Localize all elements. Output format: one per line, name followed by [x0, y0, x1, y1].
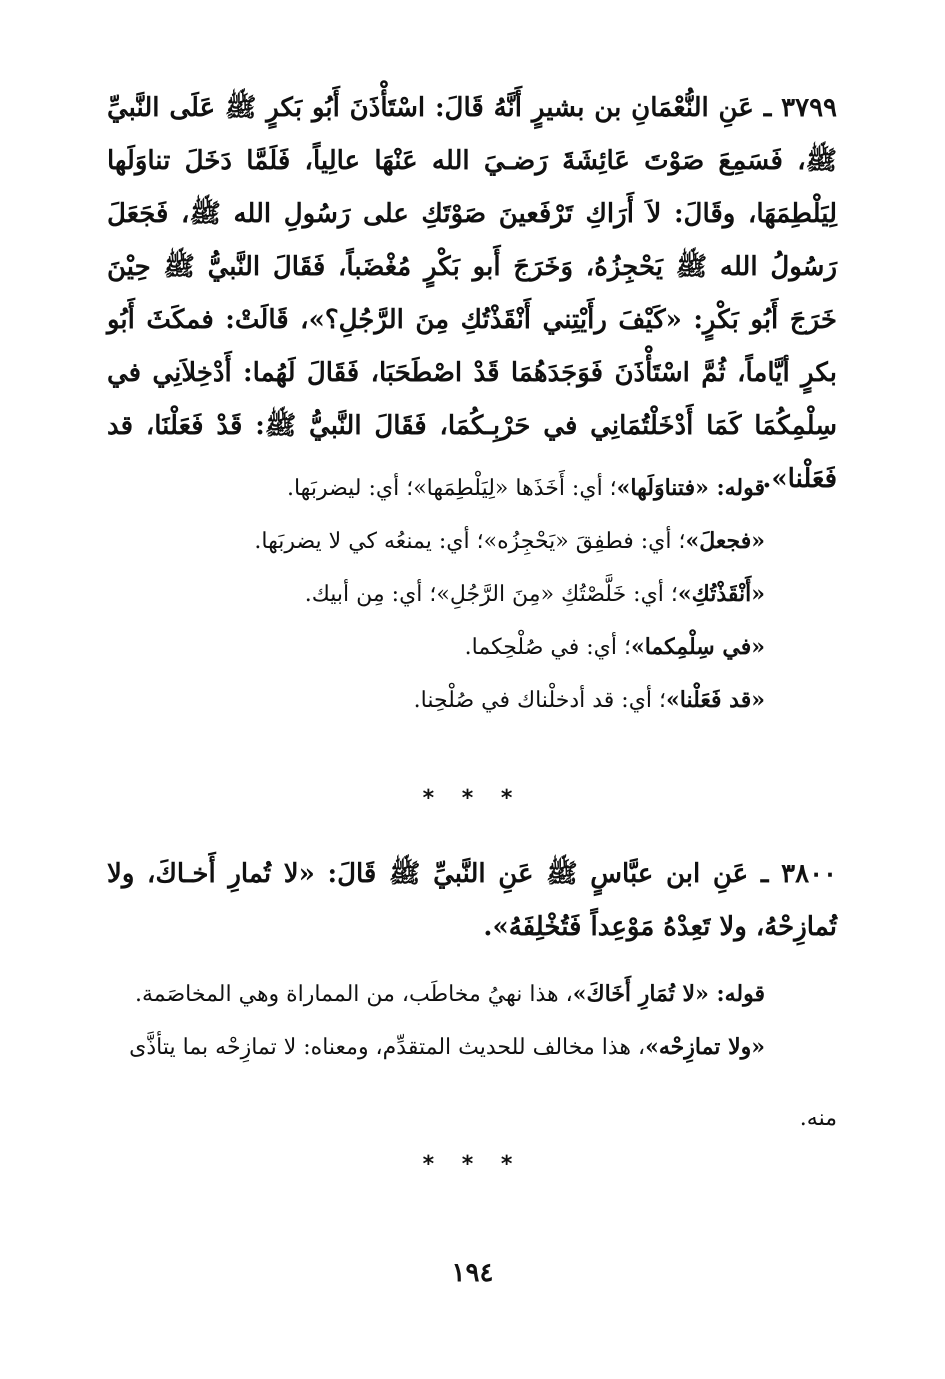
note-quote: «في سِلْمِكما»: [630, 634, 765, 660]
note-explanation: منه.: [799, 1106, 837, 1131]
note-quote: قوله: «فتناوَلَها»: [616, 475, 765, 501]
note-explanation: ؛ أي: في صُلْحِكما.: [464, 635, 631, 660]
hadith-3800: ٣٨٠٠ ـ عَنِ ابن عبَّاسٍ ﷺ عَنِ النَّبيِّ ﷺ قَالَ: «لا تُمارِ أَخـاكَ، ولا تُمازِحْهُ، ولا تَعِدْهُ مَوْعِداً فَتُخْلِفَهُ».: [107, 859, 837, 942]
note-quote: قوله: «لا تُمَارِ أَخَاكَ»: [572, 981, 765, 1007]
note-explanation: ؛ أي: خَلَّصْتُكِ «مِنَ الرَّجُلِ»؛ أي: مِن أبيك.: [304, 582, 678, 607]
note-explanation: ؛ أي: قد أدخلْناك في صُلْحِنا.: [413, 688, 667, 713]
note-line: [107, 674, 837, 727]
note-explanation: ؛ أي: أَخَذَها «لِيَلْطِمَها»؛ أي: ليضربَها.: [286, 476, 617, 501]
note-line: [107, 1092, 837, 1145]
note-quote: «أَنْقَذْتُكِ»: [677, 581, 765, 607]
note-quote: «قد فَعَلْنا»: [666, 687, 765, 713]
note-line: [107, 568, 837, 621]
note-quote: «ولا تمازِحْه»: [645, 1034, 765, 1060]
note-explanation: ، هذا نهيُ مخاطَب، من المماراة وهي المخاصَمة.: [134, 982, 573, 1007]
note-explanation: ، هذا مخالف للحديث المتقدِّم، ومعناه: لا تمازِحْه بما يتأذَّى: [129, 1035, 646, 1060]
hadith-3800-notes: [107, 968, 837, 1145]
section-separator: * * *: [422, 786, 523, 811]
page-number: ١٩٤: [451, 1258, 494, 1288]
note-line: [107, 462, 837, 515]
note-quote: «فجعلَ»: [685, 528, 765, 554]
note-line: [107, 1021, 837, 1074]
hadith-3799-notes: [107, 462, 837, 727]
note-explanation: ؛ أي: فطفِقَ «يَحْجِزُه»؛ أي: يمنعُه كي لا يضربَها.: [254, 529, 686, 554]
note-line: [107, 515, 837, 568]
section-separator: * * *: [422, 1152, 523, 1177]
note-line: [107, 968, 837, 1021]
hadith-3799: ٣٧٩٩ ـ عَنِ النُّعْمَانِ بن بشيرٍ أَنَّهُ قَالَ: اسْتَأْذَنَ أَبُو بَكرٍ ﷺ عَلَى النَّبيِّ ﷺ، فَسَمِعَ صَوْتَ عَائِشَةَ رَضـيَ الله عَنْهَا عالِياً، فَلَمَّا دَخَلَ تناوَلَها لِيَلْطِمَهَا، وقَالَ: لاَ أَرَاكِ تَرْفَعينَ صَوْتَكِ على رَسُولِ الله ﷺ، فَجَعَلَ رَسُولُ الله ﷺ يَحْجِزُهُ، وَخَرَجَ أَبو بَكْرٍ مُغْضَباً، فَقَالَ النَّبيُّ ﷺ حِيْنَ خَرَجَ أَبُو بَكْرٍ: «كَيْفَ رأَيْتِني أَنْقَذْتُكِ مِنَ الرَّجُلِ؟»، قَالَتْ: فمكَثَ أَبُو بكرٍ أيَّاماً، ثُمَّ اسْتَأْذَنَ فَوَجَدَهُمَا قَدْ اصْطَحَبَا، فَقَالَ لَهُما: أَدْخِلاَنِي في سِلْمِكُمَا كَمَا أَدْخَلْتُمَانِي في حَرْبِـكُمَا، فَقَالَ النَّبيُّ ﷺ: قَدْ فَعَلْنَا، قد فَعَلْنا».: [107, 93, 837, 494]
note-line: [107, 621, 837, 674]
